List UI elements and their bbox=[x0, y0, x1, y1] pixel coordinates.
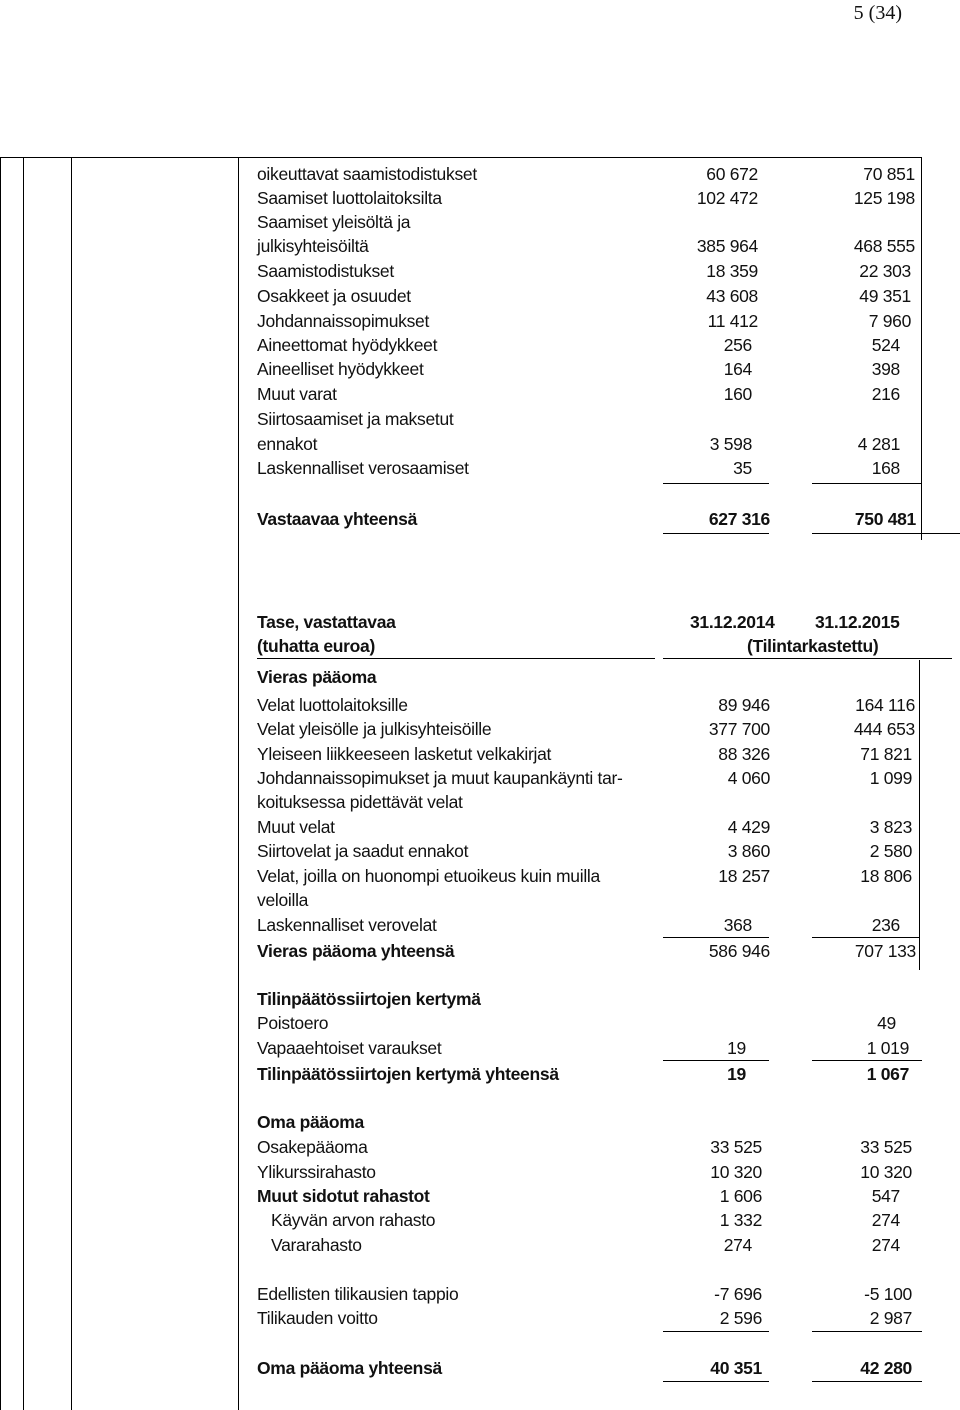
total-rule bbox=[812, 937, 920, 938]
table-row: Velat, joilla on huonompi etuoikeus kuin muilla 18 257 18 806 bbox=[257, 866, 912, 886]
total-rule bbox=[812, 1381, 922, 1382]
table-row: oikeuttavat saamistodistukset 60 672 70 851 bbox=[257, 164, 915, 184]
table-row: Velat yleisölle ja julkisyhteisöille 377 700 444 653 bbox=[257, 719, 915, 739]
table-row: Tilikauden voitto 2 596 2 987 bbox=[257, 1308, 912, 1328]
table-row: veloilla bbox=[257, 890, 309, 910]
table-row: Laskennalliset verovelat 368 236 bbox=[257, 915, 900, 935]
total-rule bbox=[663, 533, 769, 534]
total-rule bbox=[663, 483, 769, 484]
section-heading: Tilinpäätössiirtojen kertymä bbox=[257, 989, 481, 1009]
total-rule bbox=[812, 483, 922, 484]
table-top-border bbox=[0, 157, 922, 158]
table-row: Yleiseen liikkeeseen lasketut velkakirjat 88 326 71 821 bbox=[257, 744, 912, 764]
liabilities-subtitle-row: (tuhatta euroa) (Tilintarkastettu) bbox=[257, 636, 879, 656]
page-title: Tase, vastattavaa bbox=[257, 612, 396, 632]
table-row: Muut sidotut rahastot 1 606 547 bbox=[257, 1186, 900, 1206]
table-row: Käyvän arvon rahasto 1 332 274 bbox=[271, 1210, 900, 1230]
table-row: Johdannaissopimukset 11 412 7 960 bbox=[257, 311, 911, 331]
table-row: julkisyhteisöiltä 385 964 468 555 bbox=[257, 236, 915, 256]
oma-total-row: Oma pääoma yhteensä 40 351 42 280 bbox=[257, 1358, 912, 1378]
table-row: Siirtovelat ja saadut ennakot 3 860 2 580 bbox=[257, 841, 912, 861]
total-rule bbox=[663, 937, 769, 938]
total-rule bbox=[663, 1331, 769, 1332]
table-row: Muut velat 4 429 3 823 bbox=[257, 817, 912, 837]
table-row: ennakot 3 598 4 281 bbox=[257, 434, 900, 454]
kertyma-total-row: Tilinpäätössiirtojen kertymä yhteensä 19 1 067 bbox=[257, 1064, 909, 1084]
table-row: Vapaaehtoiset varaukset 19 1 019 bbox=[257, 1038, 909, 1058]
section-heading: Vieras pääoma bbox=[257, 667, 377, 687]
assets-total-row: Vastaavaa yhteensä 627 316 750 481 bbox=[257, 509, 916, 529]
table-row: Saamiset luottolaitoksilta 102 472 125 198 bbox=[257, 188, 915, 208]
total-rule bbox=[663, 1060, 769, 1061]
total-rule bbox=[812, 533, 960, 534]
page-number: 5 (34) bbox=[853, 2, 902, 24]
table-row: Ylikurssirahasto 10 320 10 320 bbox=[257, 1162, 912, 1182]
table-row: Aineettomat hyödykkeet 256 524 bbox=[257, 335, 900, 355]
liabilities-title-row: Tase, vastattavaa 31.12.2014 31.12.2015 bbox=[257, 612, 900, 632]
table-row: Osakepääoma 33 525 33 525 bbox=[257, 1137, 912, 1157]
table-row: Vararahasto 274 274 bbox=[271, 1235, 900, 1255]
header-rule bbox=[663, 658, 952, 659]
table-row: Muut varat 160 216 bbox=[257, 384, 900, 404]
header-rule bbox=[257, 658, 655, 659]
table-row: Osakkeet ja osuudet 43 608 49 351 bbox=[257, 286, 911, 306]
table-row: Saamiset yleisöltä ja bbox=[257, 212, 411, 232]
table-row: Velat luottolaitoksille 89 946 164 116 bbox=[257, 695, 915, 715]
table-row: Laskennalliset verosaamiset 35 168 bbox=[257, 458, 900, 478]
vieras-total-row: Vieras pääoma yhteensä 586 946 707 133 bbox=[257, 941, 916, 961]
total-rule bbox=[812, 1060, 922, 1061]
table-row: koituksessa pidettävät velat bbox=[257, 792, 463, 812]
table-row: Poistoero 49 bbox=[257, 1013, 896, 1033]
section-heading: Oma pääoma bbox=[257, 1112, 364, 1132]
table-row: Siirtosaamiset ja maksetut bbox=[257, 409, 454, 429]
table-row: Aineelliset hyödykkeet 164 398 bbox=[257, 359, 900, 379]
table-row: Edellisten tilikausien tappio -7 696 -5 100 bbox=[257, 1284, 912, 1304]
total-rule bbox=[663, 1381, 769, 1382]
table-row: Johdannaissopimukset ja muut kaupankäynti tar- 4 060 1 099 bbox=[257, 768, 912, 788]
table-row: Saamistodistukset 18 359 22 303 bbox=[257, 261, 911, 281]
total-rule bbox=[812, 1331, 922, 1332]
